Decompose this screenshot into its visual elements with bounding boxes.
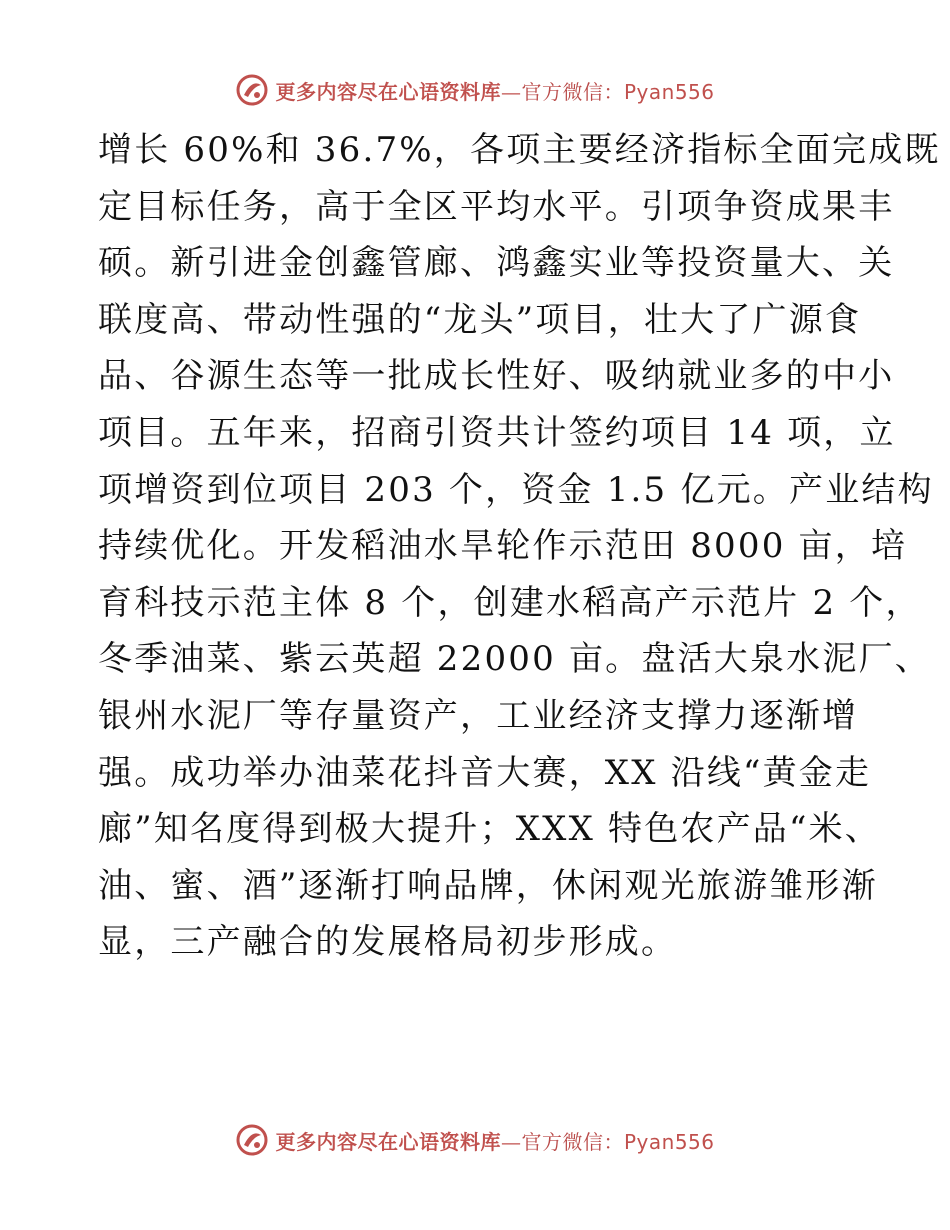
body-line: 强。成功举办油菜花抖音大赛，XX 沿线“黄金走 [98,752,872,793]
watermark-wechat-label: 官方微信： [521,79,624,104]
body-line: 项增资到位项目 203 个，资金 1.5 亿元。产业结构 [98,469,934,510]
body-line: 项目。五年来，招商引资共计签约项目 14 项，立 [98,412,896,453]
body-line: 银州水泥厂等存量资产，工业经济支撑力逐渐增 [98,695,859,736]
watermark-wechat-id: Pyan556 [623,1129,715,1154]
watermark-dash: — [500,79,522,104]
watermark-text [275,76,714,105]
body-line: 品、谷源生态等一批成长性好、吸纳就业多的中小 [98,356,895,397]
footer-watermark [0,1120,950,1160]
body-line: 增长 60%和 36.7%，各项主要经济指标全面完成既 [98,130,941,170]
body-line: 廊”知名度得到极大提升；XXX 特色农产品“米、 [98,809,881,850]
body-line: 显，三产融合的发展格局初步形成。 [98,922,678,963]
watermark-main: 更多内容尽在心语资料库 [275,79,501,104]
watermark-dash: — [500,1129,522,1154]
watermark-text [275,1126,714,1155]
logo-icon [235,1123,269,1157]
body-line: 硕。新引进金创鑫管廊、鸿鑫实业等投资量大、关 [98,243,895,284]
watermark-main: 更多内容尽在心语资料库 [275,1129,501,1154]
body-line: 定目标任务，高于全区平均水平。引项争资成果丰 [98,186,895,227]
body-line: 联度高、带动性强的“龙头”项目，壮大了广源食 [98,299,862,340]
watermark-wechat-id: Pyan556 [623,79,715,104]
document-body [98,122,941,971]
body-line: 油、蜜、酒”逐渐打响品牌，休闲观光旅游雏形渐 [98,865,878,906]
body-line: 持续优化。开发稻油水旱轮作示范田 8000 亩，培 [98,526,908,567]
body-line: 冬季油菜、紫云英超 22000 亩。盘活大泉水泥厂、 [98,639,931,680]
watermark-wechat-label: 官方微信： [521,1129,624,1154]
body-line: 育科技示范主体 8 个，创建水稻高产示范片 2 个， [98,582,922,623]
logo-icon [235,73,269,107]
header-watermark [0,70,950,110]
